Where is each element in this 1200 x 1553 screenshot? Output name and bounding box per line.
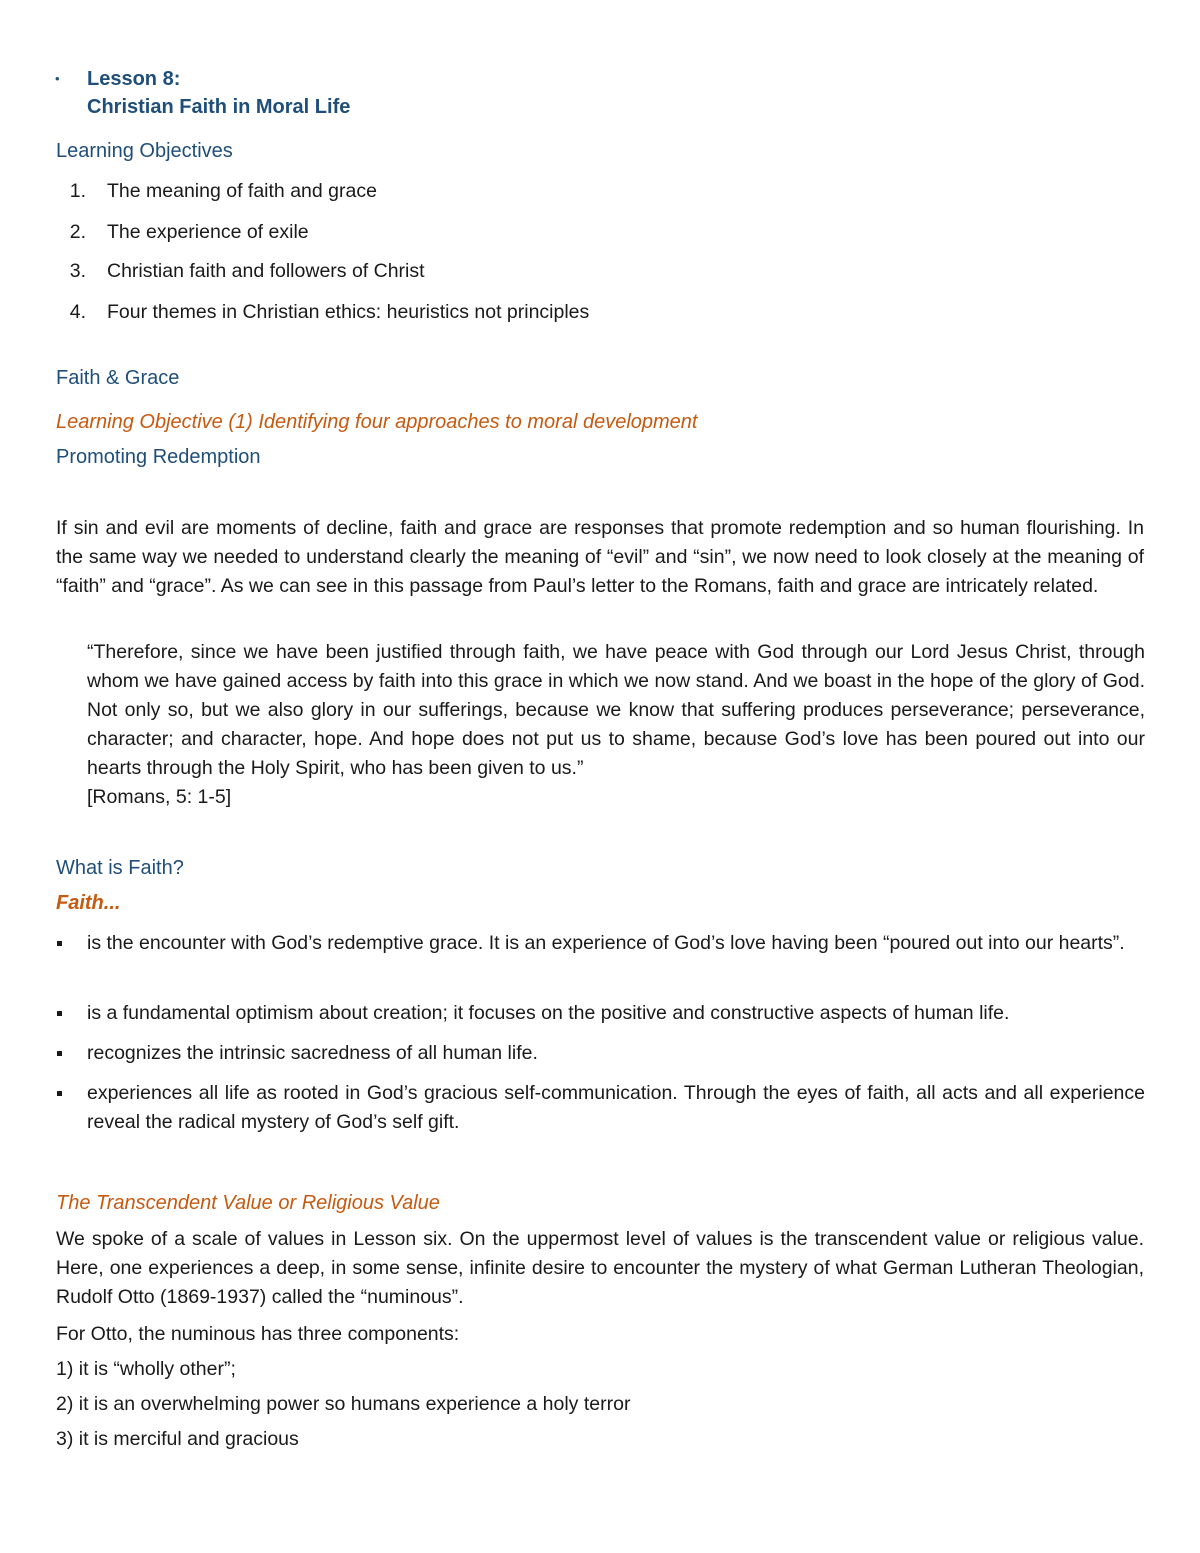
list-number: 3. <box>69 260 86 282</box>
list-item: recognizes the intrinsic sacredness of all human life. <box>87 1042 538 1064</box>
list-text: Christian faith and followers of Christ <box>107 260 425 282</box>
list-item: experiences all life as rooted in God’s gracious self-communication. Through the eyes of faith, all acts and all experience reveal the radical mystery of God’s self gift. <box>87 1082 1145 1133</box>
transcendent-heading: The Transcendent Value or Religious Value <box>56 1192 440 1214</box>
lesson-number: Lesson 8: <box>87 68 181 90</box>
learning-objective-label: Learning Objective (1) Identifying four approaches to moral development <box>56 411 698 433</box>
list-text: The experience of exile <box>107 221 309 243</box>
square-bullet-icon <box>57 1051 62 1056</box>
list-number: 4. <box>69 301 86 323</box>
romans-quote: “Therefore, since we have been justified through faith, we have peace with God through our Lord Jesus Christ, through whom we have gained access by faith into this grace in which we now stand. And we boast in the hope of the glory of God. Not only so, but we also glory in our sufferings, because we know that suffering produces perseverance; perseverance, character; and character, hope. And hope does not put us to shame, because God’s love has been poured out into our hearts through the Holy Spirit, who has been given to us.” <box>87 641 1145 779</box>
square-bullet-icon <box>57 1011 62 1016</box>
faith-lead: Faith... <box>56 892 121 914</box>
objectives-heading: Learning Objectives <box>56 140 233 162</box>
list-item: is a fundamental optimism about creation; it focuses on the positive and constructive aspects of human life. <box>87 1002 1010 1024</box>
lesson-title: Christian Faith in Moral Life <box>87 96 351 118</box>
numinous-component: 3) it is merciful and gracious <box>56 1428 299 1450</box>
numinous-component: 2) it is an overwhelming power so humans experience a holy terror <box>56 1393 631 1415</box>
numinous-intro: For Otto, the numinous has three components: <box>56 1323 460 1345</box>
list-text: Four themes in Christian ethics: heuristics not principles <box>107 301 590 323</box>
list-number: 2. <box>69 221 86 243</box>
promoting-redemption-heading: Promoting Redemption <box>56 446 261 468</box>
square-bullet-icon <box>57 941 62 946</box>
what-is-faith-heading: What is Faith? <box>56 857 184 879</box>
list-item: is the encounter with God’s redemptive grace. It is an experience of God’s love having been “poured out into our hearts”. <box>87 932 1125 954</box>
numinous-component: 1) it is “wholly other”; <box>56 1358 236 1380</box>
list-number: 1. <box>69 180 86 202</box>
faith-grace-paragraph: If sin and evil are moments of decline, faith and grace are responses that promote redemption and so human flourishing. In the same way we needed to understand clearly the meaning of “evil” and “sin”, we now need to look closely at the meaning of “faith” and “grace”. As we can see in this passage from Paul’s letter to the Romans, faith and grace are intricately related. <box>56 517 1144 597</box>
list-text: The meaning of faith and grace <box>107 180 377 202</box>
lesson-bullet-icon: • <box>55 71 60 86</box>
romans-citation: [Romans, 5: 1-5] <box>87 786 232 808</box>
square-bullet-icon <box>57 1091 62 1096</box>
faith-grace-heading: Faith & Grace <box>56 367 180 389</box>
transcendent-paragraph: We spoke of a scale of values in Lesson six. On the uppermost level of values is the transcendent value or religious value. Here, one experiences a deep, in some sense, infinite desire to encounter the mystery of what German Lutheran Theologian, Rudolf Otto (1869-1937) called the “numinous”. <box>56 1228 1144 1308</box>
